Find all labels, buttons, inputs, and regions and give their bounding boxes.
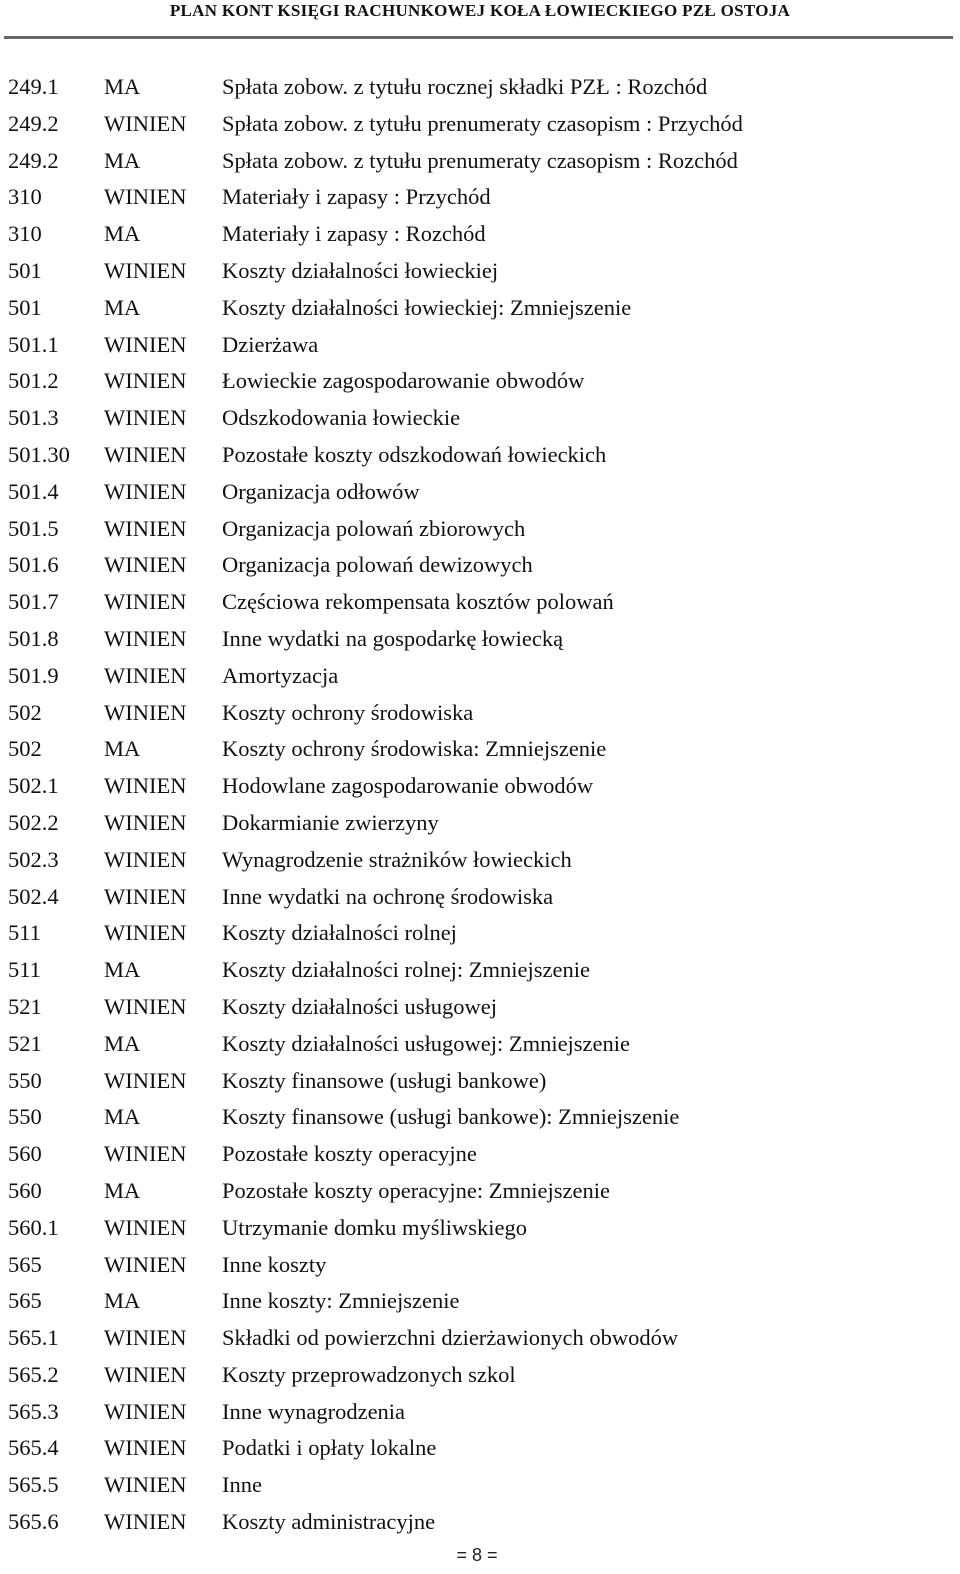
account-description: Łowieckie zagospodarowanie obwodów	[222, 368, 585, 394]
account-row	[0, 253, 960, 290]
account-side: WINIEN	[104, 552, 187, 578]
account-side: MA	[104, 1288, 141, 1314]
account-row	[0, 1394, 960, 1431]
account-description: Organizacja polowań zbiorowych	[222, 515, 526, 541]
account-description: Koszty ochrony środowiska	[222, 699, 474, 725]
account-row	[0, 879, 960, 916]
account-row	[0, 69, 960, 106]
account-description: Koszty przeprowadzonych szkol	[222, 1361, 516, 1387]
account-description: Dokarmianie zwierzyny	[222, 809, 439, 835]
account-side: WINIEN	[104, 184, 187, 210]
account-row	[0, 1504, 960, 1541]
account-side: MA	[104, 1177, 141, 1203]
account-description: Koszty ochrony środowiska: Zmniejszenie	[222, 736, 607, 762]
account-row	[0, 1430, 960, 1467]
account-description: Wynagrodzenie strażników łowieckich	[222, 846, 572, 872]
account-number: 249.1	[8, 74, 59, 99]
account-side: WINIEN	[104, 478, 187, 504]
account-description: Koszty działalności usługowej	[222, 993, 497, 1019]
account-number: 502.1	[8, 773, 59, 799]
account-number: 249.2	[8, 147, 59, 173]
account-row	[0, 216, 960, 253]
account-description: Spłata zobow. z tytułu rocznej składki PZŁ : Rozchód	[222, 74, 708, 99]
account-row	[0, 731, 960, 768]
account-description: Inne koszty	[222, 1251, 327, 1277]
account-side: MA	[104, 957, 141, 983]
account-number: 502	[8, 736, 42, 762]
account-description: Inne wydatki na ochronę środowiska	[222, 883, 554, 909]
account-row	[0, 915, 960, 952]
account-side: WINIEN	[104, 993, 187, 1019]
account-row	[0, 1320, 960, 1357]
account-number: 501.5	[8, 515, 59, 541]
account-row	[0, 584, 960, 621]
account-number: 560	[8, 1177, 42, 1203]
account-side: WINIEN	[104, 110, 187, 136]
accounts-list	[0, 69, 960, 1541]
account-side: WINIEN	[104, 1214, 187, 1240]
account-row	[0, 989, 960, 1026]
account-number: 501.2	[8, 368, 59, 394]
account-number: 501.30	[8, 441, 70, 467]
account-description: Koszty finansowe (usługi bankowe): Zmniejszenie	[222, 1104, 680, 1130]
account-number: 560.1	[8, 1214, 59, 1240]
account-number: 565.2	[8, 1361, 59, 1387]
account-side: WINIEN	[104, 589, 187, 615]
account-row	[0, 842, 960, 879]
account-side: WINIEN	[104, 809, 187, 835]
page-number: = 8 =	[456, 1545, 498, 1565]
account-number: 565.1	[8, 1325, 59, 1351]
account-row	[0, 437, 960, 474]
account-number: 501.6	[8, 552, 59, 578]
account-row	[0, 1283, 960, 1320]
account-description: Pozostałe koszty operacyjne	[222, 1141, 477, 1167]
account-description: Spłata zobow. z tytułu prenumeraty czasopism : Przychód	[222, 110, 743, 136]
account-row	[0, 768, 960, 805]
account-side: MA	[104, 294, 141, 320]
account-number: 511	[8, 957, 41, 983]
account-side: MA	[104, 221, 141, 247]
account-number: 501	[8, 257, 42, 283]
account-description: Amortyzacja	[222, 662, 339, 688]
account-row	[0, 547, 960, 584]
account-side: WINIEN	[104, 662, 187, 688]
account-side: WINIEN	[104, 699, 187, 725]
account-number: 565.4	[8, 1435, 59, 1461]
account-number: 560	[8, 1141, 42, 1167]
account-side: WINIEN	[104, 846, 187, 872]
account-row	[0, 327, 960, 364]
account-row	[0, 106, 960, 143]
account-description: Dzierżawa	[222, 331, 319, 357]
document-title: PLAN KONT KSIĘGI RACHUNKOWEJ KOŁA ŁOWIECKIEGO PZŁ OSTOJA	[169, 1, 791, 20]
page-footer	[0, 1545, 960, 1566]
account-side: MA	[104, 736, 141, 762]
account-description: Pozostałe koszty operacyjne: Zmniejszenie	[222, 1177, 610, 1203]
account-number: 501.9	[8, 662, 59, 688]
account-row	[0, 400, 960, 437]
account-side: WINIEN	[104, 368, 187, 394]
account-row	[0, 1357, 960, 1394]
account-number: 565	[8, 1288, 42, 1314]
account-description: Koszty działalności łowieckiej	[222, 257, 499, 283]
account-row	[0, 658, 960, 695]
account-row	[0, 1026, 960, 1063]
account-side: WINIEN	[104, 1509, 187, 1535]
account-row	[0, 1173, 960, 1210]
account-description: Spłata zobow. z tytułu prenumeraty czasopism : Rozchód	[222, 147, 738, 173]
account-side: WINIEN	[104, 1325, 187, 1351]
account-description: Inne	[222, 1472, 262, 1498]
account-row	[0, 1063, 960, 1100]
account-row	[0, 511, 960, 548]
account-description: Koszty działalności łowieckiej: Zmniejszenie	[222, 294, 632, 320]
account-row	[0, 363, 960, 400]
account-description: Organizacja polowań dewizowych	[222, 552, 533, 578]
account-description: Inne wynagrodzenia	[222, 1398, 406, 1424]
account-row	[0, 1210, 960, 1247]
account-number: 521	[8, 993, 42, 1019]
account-number: 565.5	[8, 1472, 59, 1498]
account-row	[0, 805, 960, 842]
account-row	[0, 290, 960, 327]
account-side: MA	[104, 147, 141, 173]
account-description: Koszty administracyjne	[222, 1509, 436, 1535]
account-number: 501.1	[8, 331, 59, 357]
account-row	[0, 143, 960, 180]
account-number: 565.3	[8, 1398, 59, 1424]
account-description: Inne koszty: Zmniejszenie	[222, 1288, 460, 1314]
account-side: WINIEN	[104, 1251, 187, 1277]
account-description: Koszty finansowe (usługi bankowe)	[222, 1067, 547, 1093]
account-side: WINIEN	[104, 1361, 187, 1387]
account-side: WINIEN	[104, 883, 187, 909]
page-header	[0, 0, 960, 38]
account-side: WINIEN	[104, 1067, 187, 1093]
header-divider	[4, 36, 953, 39]
account-description: Materiały i zapasy : Rozchód	[222, 221, 486, 247]
account-number: 501.3	[8, 405, 59, 431]
account-description: Hodowlane zagospodarowanie obwodów	[222, 773, 594, 799]
account-description: Pozostałe koszty odszkodowań łowieckich	[222, 441, 607, 467]
account-description: Odszkodowania łowieckie	[222, 405, 461, 431]
account-number: 565	[8, 1251, 42, 1277]
account-number: 550	[8, 1104, 42, 1130]
account-side: MA	[104, 1104, 141, 1130]
account-row	[0, 621, 960, 658]
account-side: WINIEN	[104, 1435, 187, 1461]
account-row	[0, 1247, 960, 1284]
account-number: 565.6	[8, 1509, 59, 1535]
account-description: Inne wydatki na gospodarkę łowiecką	[222, 625, 564, 651]
account-row	[0, 1136, 960, 1173]
account-side: WINIEN	[104, 441, 187, 467]
account-side: WINIEN	[104, 405, 187, 431]
account-number: 501.7	[8, 589, 59, 615]
account-side: WINIEN	[104, 331, 187, 357]
account-description: Częściowa rekompensata kosztów polowań	[222, 589, 614, 615]
account-row	[0, 474, 960, 511]
account-number: 501	[8, 294, 42, 320]
account-number: 502.2	[8, 809, 59, 835]
account-number: 502.3	[8, 846, 59, 872]
account-number: 501.8	[8, 625, 59, 651]
account-description: Podatki i opłaty lokalne	[222, 1435, 437, 1461]
account-side: WINIEN	[104, 773, 187, 799]
account-row	[0, 952, 960, 989]
account-side: WINIEN	[104, 1472, 187, 1498]
account-description: Materiały i zapasy : Przychód	[222, 184, 491, 210]
account-number: 511	[8, 920, 41, 946]
account-description: Składki od powierzchni dzierżawionych obwodów	[222, 1325, 679, 1351]
account-number: 502.4	[8, 883, 59, 909]
account-number: 550	[8, 1067, 42, 1093]
account-number: 501.4	[8, 478, 59, 504]
account-side: WINIEN	[104, 625, 187, 651]
account-side: WINIEN	[104, 1141, 187, 1167]
account-side: WINIEN	[104, 257, 187, 283]
account-row	[0, 695, 960, 732]
account-side: WINIEN	[104, 515, 187, 541]
account-side: WINIEN	[104, 1398, 187, 1424]
account-number: 310	[8, 221, 42, 247]
account-number: 249.2	[8, 110, 59, 136]
account-number: 502	[8, 699, 42, 725]
account-number: 310	[8, 184, 42, 210]
account-row	[0, 1467, 960, 1504]
account-number: 521	[8, 1030, 42, 1056]
account-side: MA	[104, 74, 141, 99]
account-row	[0, 1099, 960, 1136]
account-description: Utrzymanie domku myśliwskiego	[222, 1214, 527, 1240]
account-description: Koszty działalności usługowej: Zmniejszenie	[222, 1030, 631, 1056]
account-description: Organizacja odłowów	[222, 478, 420, 504]
account-side: WINIEN	[104, 920, 187, 946]
account-side: MA	[104, 1030, 141, 1056]
account-description: Koszty działalności rolnej: Zmniejszenie	[222, 957, 591, 983]
account-row	[0, 179, 960, 216]
account-description: Koszty działalności rolnej	[222, 920, 457, 946]
